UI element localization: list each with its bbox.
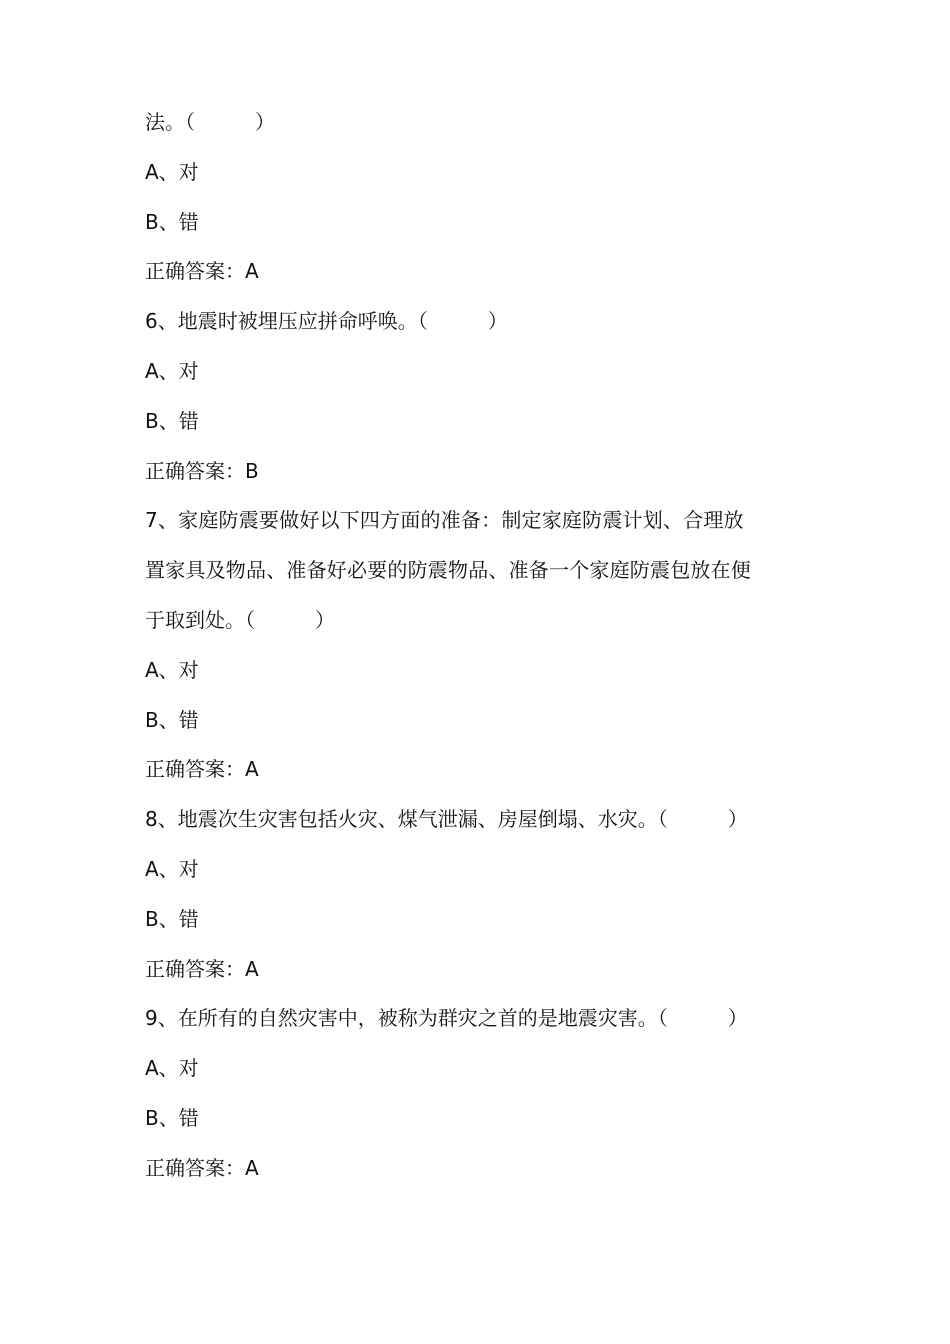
question-7-stem-line-1: 7、家庭防震要做好以下四方面的准备：制定家庭防震计划、合理放 (145, 508, 744, 533)
option-b: B、错 (145, 707, 199, 732)
correct-answer: 正确答案：B (145, 458, 259, 483)
correct-answer: 正确答案：A (145, 956, 259, 981)
question-6-stem: 6、地震时被埋压应拼命呼唤。（ ） (145, 309, 508, 334)
option-a: A、对 (145, 856, 199, 881)
option-b: B、错 (145, 1105, 199, 1130)
question-stem-line: 法。（ ） (145, 110, 275, 134)
correct-answer: 正确答案：A (145, 1155, 259, 1180)
document-page (145, 110, 825, 1206)
correct-answer: 正确答案：A (145, 259, 259, 284)
option-b: B、错 (145, 408, 199, 433)
question-9-stem: 9、在所有的自然灾害中，被称为群灾之首的是地震灾害。（ ） (145, 1006, 748, 1031)
correct-answer: 正确答案：A (145, 757, 259, 782)
option-a: A、对 (145, 657, 199, 682)
option-b: B、错 (145, 906, 199, 931)
option-a: A、对 (145, 358, 199, 383)
question-7-stem-line-2: 置家具及物品、准备好必要的防震物品、准备一个家庭防震包放在便 (145, 558, 751, 583)
option-b: B、错 (145, 209, 199, 234)
option-a: A、对 (145, 1056, 199, 1081)
question-8-stem: 8、地震次生灾害包括火灾、煤气泄漏、房屋倒塌、水灾。（ ） (145, 807, 748, 832)
option-a: A、对 (145, 159, 199, 184)
question-7-stem-line-3: 于取到处。（ ） (145, 607, 335, 632)
